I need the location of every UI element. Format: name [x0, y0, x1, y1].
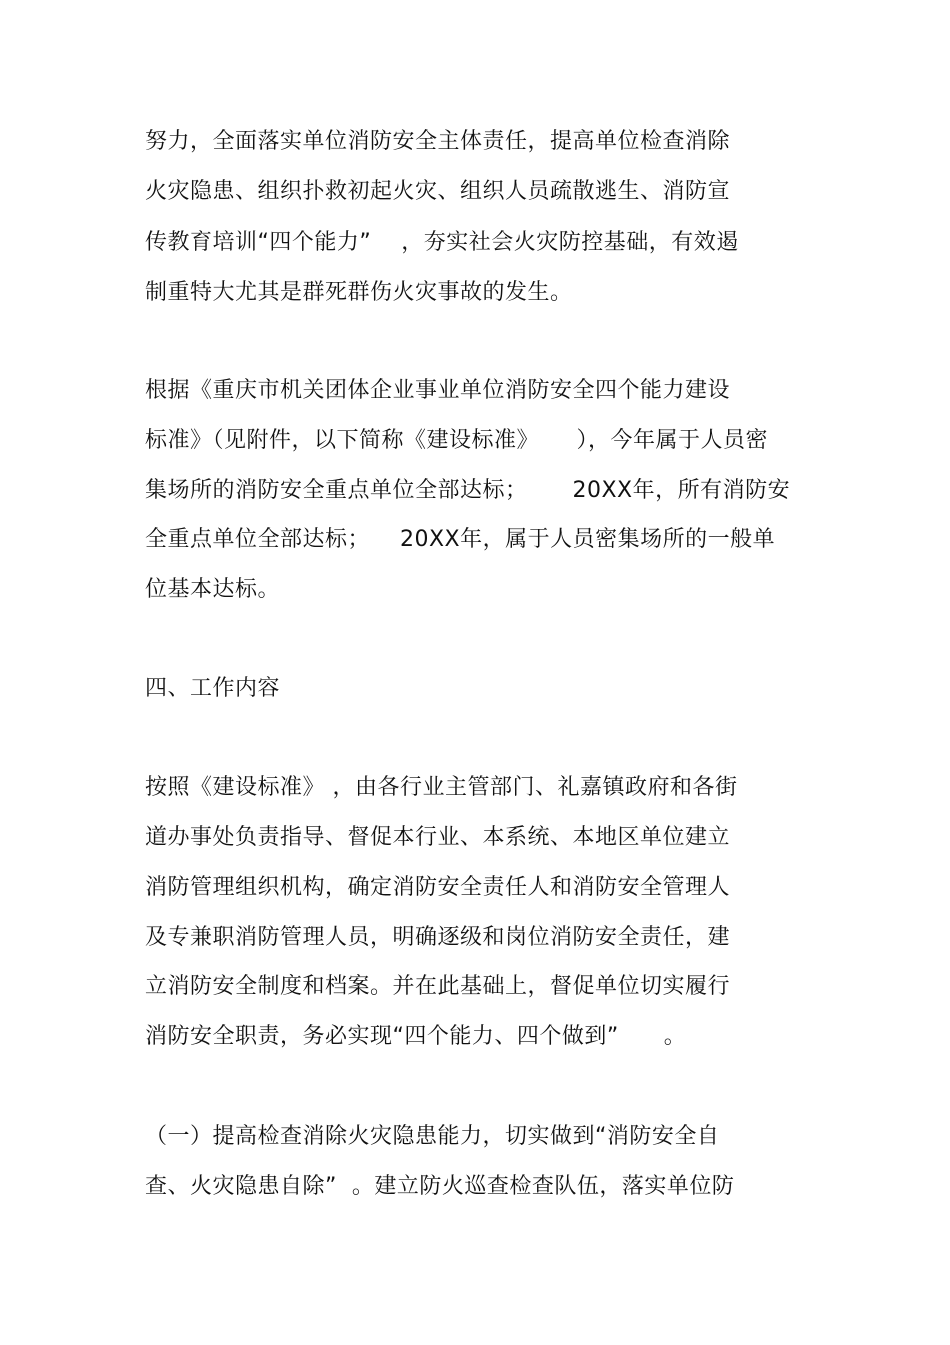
text-line: 消防安全职责，务必实现“四个能力、四个做到” 。	[145, 1024, 687, 1049]
text-line: 传教育培训“四个能力” ，夯实社会火灾防控基础，有效遏	[145, 230, 739, 255]
text-line: 按照《建设标准》 ，由各行业主管部门、礼嘉镇政府和各街	[145, 775, 738, 800]
text-line: 消防管理组织机构，确定消防安全责任人和消防安全管理人	[145, 875, 731, 900]
text-line: 火灾隐患、组织扑救初起火灾、组织人员疏散逃生、消防宣	[145, 179, 731, 204]
text-line: 标准》（见附件，以下简称《建设标准》 ），今年属于人员密	[145, 428, 768, 453]
text-line: 查、火灾隐患自除” 。建立防火巡查检查队伍，落实单位防	[145, 1174, 735, 1199]
text-line: 立消防安全制度和档案。并在此基础上，督促单位切实履行	[145, 974, 731, 999]
section-heading: 四、工作内容	[145, 676, 281, 701]
text-line: 道办事处负责指导、督促本行业、本系统、本地区单位建立	[145, 825, 731, 850]
text-line: 努力，全面落实单位消防安全主体责任，提高单位检查消除	[145, 129, 731, 154]
text-line: 集场所的消防安全重点单位全部达标； 20XX年，所有消防安	[145, 478, 791, 503]
text-line: 根据《重庆市机关团体企业事业单位消防安全四个能力建设	[145, 378, 731, 403]
text-line: 制重特大尤其是群死群伤火灾事故的发生。	[145, 280, 573, 305]
text-line: （一）提高检查消除火灾隐患能力，切实做到“消防安全自	[145, 1124, 720, 1149]
text-line: 全重点单位全部达标； 20XX年，属于人员密集场所的一般单	[145, 527, 776, 552]
text-line: 及专兼职消防管理人员，明确逐级和岗位消防安全责任，建	[145, 925, 731, 950]
text-line: 位基本达标。	[145, 577, 281, 602]
